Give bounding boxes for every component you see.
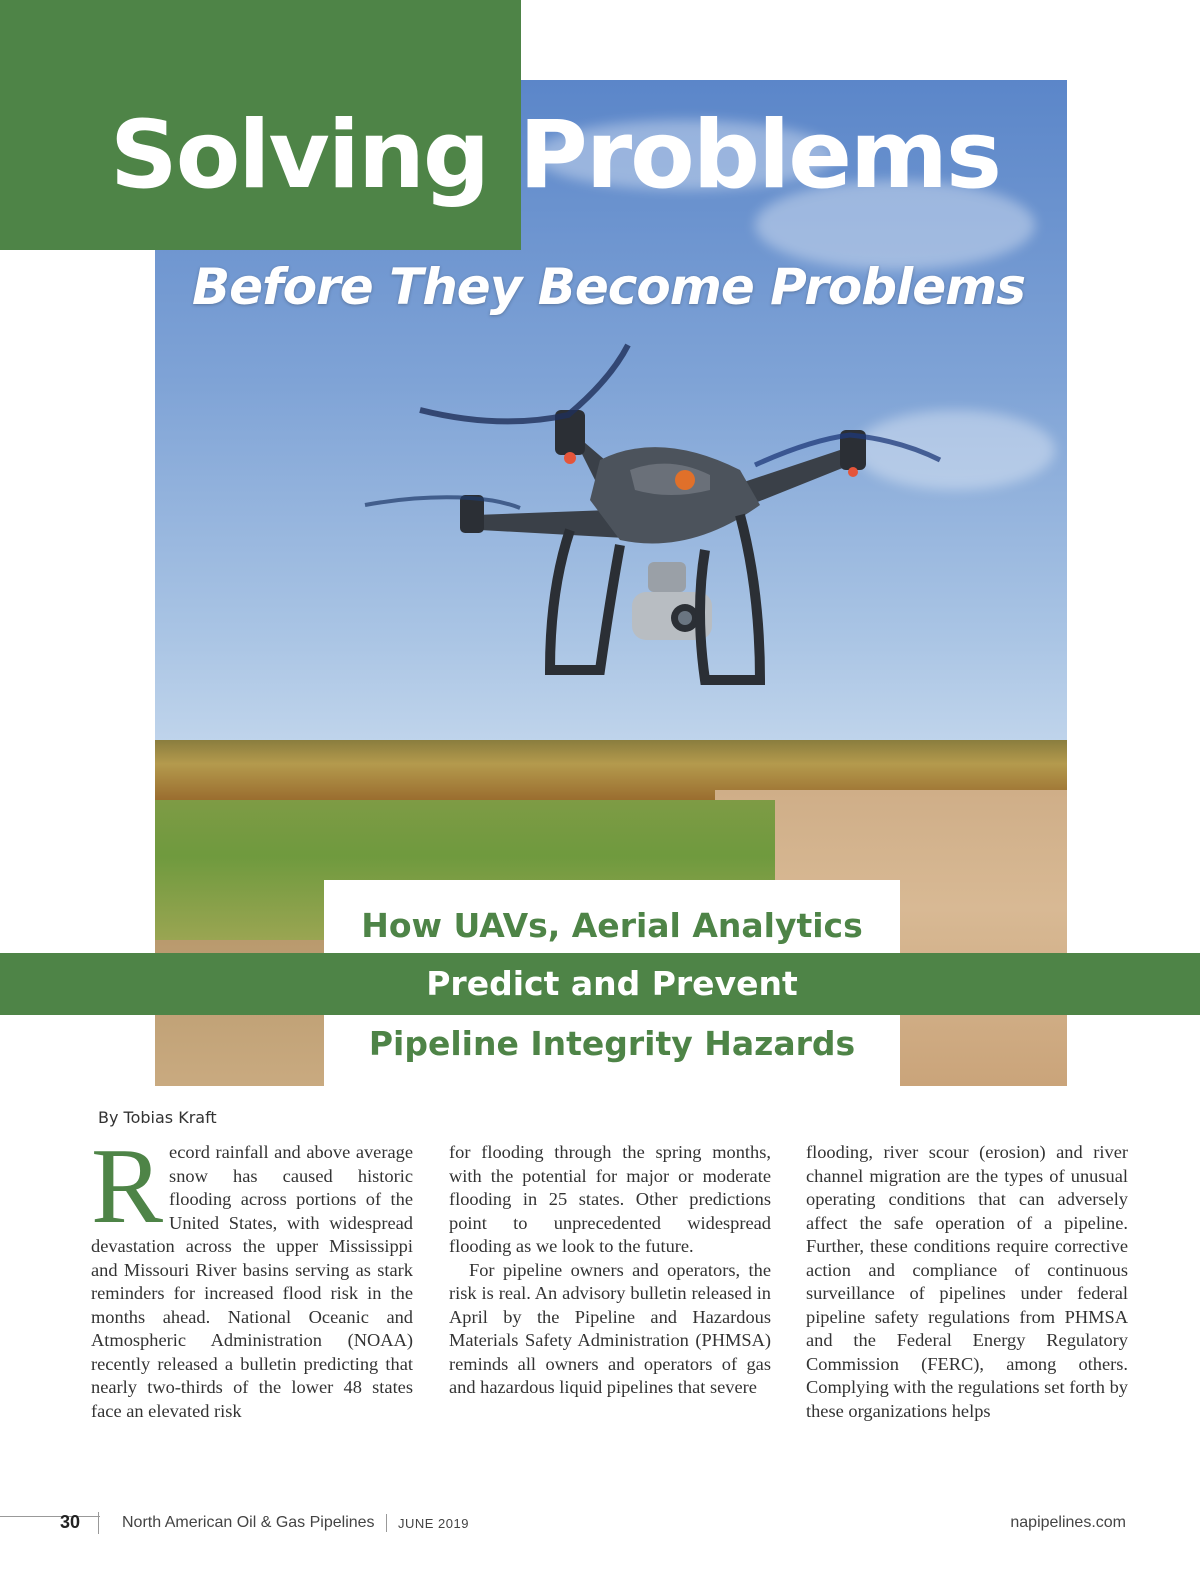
drop-cap: R [91,1127,164,1246]
col3-text: flooding, river scour (erosion) and river channel migration are the types of unusual operating conditions that can adversely affect the safe operation of a pipeline. Further, these conditions require corrective action and compliance of continuous surveillance of pipelines under federal pipeline safety regulations from PHMSA and the Federal Energy Regulatory Commission (FERC), among others. Complying with the regulations set forth by these organizations helps [806,1142,1128,1421]
col2-paragraph-1: for flooding through the spring months, with the potential for major or moderate flooding in 25 states. Other predictions point to unprecedented widespread flooding as we look to the future. [449,1142,771,1256]
page-number: 30 [60,1512,81,1532]
issue-date: JUNE 2019 [398,1516,469,1531]
footer-rule [0,1516,100,1517]
article-title: Solving Problems [110,101,1000,210]
body-column-2 [449,1141,771,1400]
deck-line-2: Predict and Prevent [426,964,798,1003]
footer-divider [98,1512,99,1534]
body-column-1 [91,1127,413,1423]
publication-name: North American Oil & Gas Pipelines [122,1514,375,1531]
footer-divider [386,1514,387,1532]
website-link[interactable]: napipelines.com [1010,1514,1126,1531]
article-subtitle: Before They Become Problems [192,258,1025,316]
byline: By Tobias Kraft [98,1108,217,1127]
drone-illustration [360,340,960,700]
deck-line-1: How UAVs, Aerial Analytics [361,906,863,945]
body-column-3 [806,1141,1128,1423]
col2-paragraph-2: For pipeline owners and operators, the risk is real. An advisory bulletin released in April by the Pipeline and Hazardous Materials Safety Administration (PHMSA) reminds all owners and operators of gas and hazardous liquid pipelines that severe [449,1259,771,1397]
deck-line-3: Pipeline Integrity Hazards [368,1024,856,1063]
col1-text: ecord rainfall and above average snow has caused historic flooding across portions of the United States, with widespread devastation across the upper Mississippi and Missouri River basins serving as stark reminders for increased flood risk in the months ahead. National Oceanic and Atmospheric Administration (NOAA) recently released a bulletin predicting that nearly two-thirds of the lower 48 states face an elevated risk [91,1142,413,1421]
